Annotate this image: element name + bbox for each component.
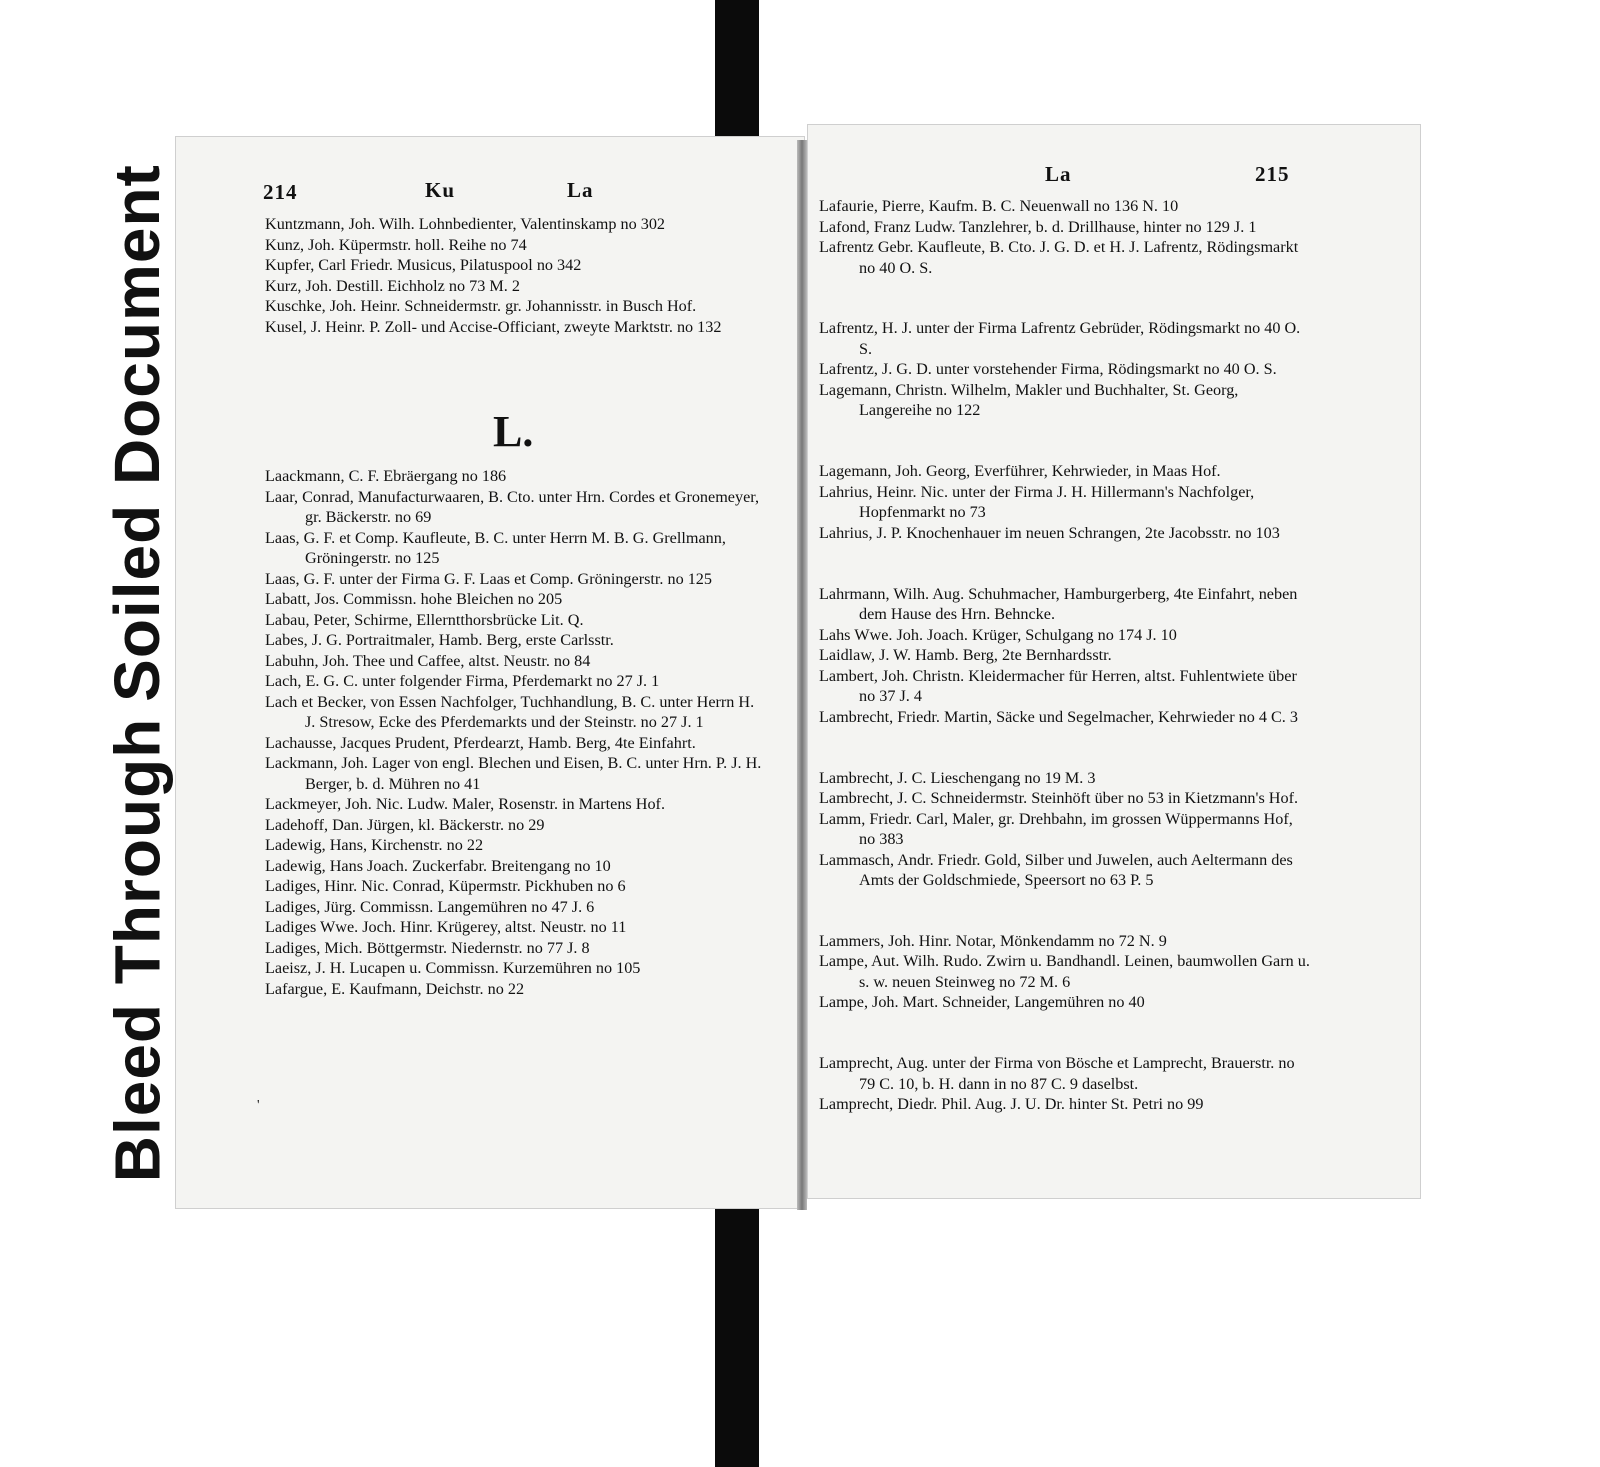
directory-entry: Laas, G. F. unter der Firma G. F. Laas et Comp. Gröningerstr. no 125 (265, 569, 712, 588)
directory-entry: Lach et Becker, von Essen Nachfolger, Tuchhandlung, B. C. unter Herrn H. J. Stresow, Ecke des Pferdemarkts und der Steinstr. no 27 J. 1 (265, 692, 755, 731)
directory-entry: Lampe, Aut. Wilh. Rudo. Zwirn u. Bandhandl. Leinen, baumwollen Garn u. s. w. neuen Steinweg no 72 M. 6 (819, 952, 1310, 991)
right-page-number: 215 (1255, 162, 1290, 186)
directory-entry: Laidlaw, J. W. Hamb. Berg, 2te Bernhardsstr. (819, 646, 1112, 665)
directory-entry: Ladewig, Hans, Kirchenstr. no 22 (265, 836, 484, 854)
directory-entry: Ladehoff, Dan. Jürgen, kl. Bäckerstr. no 29 (265, 815, 545, 834)
bleed-through-label: Bleed Through (101, 717, 173, 1183)
directory-entry: Laar, Conrad, Manufacturwaaren, B. Cto. unter Hrn. Cordes et Gronemeyer, gr. Bäckerstr. no 69 (265, 487, 760, 526)
entry-gap (819, 743, 1311, 751)
entry-gap (819, 294, 1311, 302)
directory-entry: Lackmann, Joh. Lager von engl. Blechen und Eisen, B. C. unter Hrn. P. J. H. Berger, b. d. Mühren no 41 (265, 754, 762, 793)
entry-gap (819, 907, 1311, 915)
right-entries (819, 196, 1311, 1115)
directory-entry: Laackmann, C. F. Ebräergang no 186 (265, 467, 507, 485)
directory-entry: Lammasch, Andr. Friedr. Gold, Silber und Juwelen, auch Aeltermann des Amts der Goldschmiede, Speersort no 63 P. 5 (819, 850, 1293, 889)
directory-entry: Ladiges Wwe. Joch. Hinr. Krügerey, altst. Neustr. no 11 (265, 918, 627, 936)
directory-entry: Lamprecht, Aug. unter der Firma von Bösche et Lamprecht, Brauerstr. no 79 C. 10, b. H. dann in no 87 C. 9 daselbst. (819, 1054, 1295, 1093)
directory-entry: Labau, Peter, Schirme, Ellerntthorsbrücke Lit. Q. (265, 610, 584, 629)
page-gutter (797, 140, 807, 1210)
directory-entry: Lammers, Joh. Hinr. Notar, Mönkendamm no 72 N. 9 (819, 931, 1167, 950)
directory-entry: Laeisz, J. H. Lucapen u. Commissn. Kurzemühren no 105 (265, 959, 641, 977)
right-page (807, 124, 1421, 1199)
directory-entry: Labatt, Jos. Commissn. hohe Bleichen no 205 (265, 590, 563, 608)
left-head-ku: Ku (425, 178, 456, 202)
directory-entry: Lafond, Franz Ludw. Tanzlehrer, b. d. Drillhause, hinter no 129 J. 1 (819, 217, 1257, 236)
left-page (175, 136, 805, 1209)
spine-band-bottom (715, 1198, 759, 1467)
directory-entry: Lagemann, Christn. Wilhelm, Makler und Buchhalter, St. Georg, Langereihe no 122 (819, 380, 1239, 420)
entry-gap (819, 1029, 1311, 1037)
directory-entry: Kurz, Joh. Destill. Eichholz no 73 M. 2 (265, 276, 520, 295)
directory-entry: Ladiges, Hinr. Nic. Conrad, Küpermstr. Pickhuben no 6 (265, 877, 626, 895)
directory-entry: Lamprecht, Diedr. Phil. Aug. J. U. Dr. hinter St. Petri no 99 (819, 1095, 1204, 1114)
directory-entry: Ladewig, Hans Joach. Zuckerfabr. Breitengang no 10 (265, 856, 611, 875)
ink-mark: ' (257, 1098, 260, 1113)
directory-entry: Kuntzmann, Joh. Wilh. Lohnbedienter, Valentinskamp no 302 (265, 215, 666, 233)
left-page-number: 214 (263, 180, 298, 204)
left-entries-top (265, 214, 765, 337)
directory-entry: Lampe, Joh. Mart. Schneider, Langemühren no 40 (819, 993, 1145, 1012)
directory-entry: Lafaurie, Pierre, Kaufm. B. C. Neuenwall no 136 N. 10 (819, 197, 1179, 215)
directory-entry: Kunz, Joh. Küpermstr. holl. Reihe no 74 (265, 235, 527, 254)
directory-entry: Lambrecht, Friedr. Martin, Säcke und Segelmacher, Kehrwieder no 4 C. 3 (819, 707, 1298, 726)
directory-entry: Kupfer, Carl Friedr. Musicus, Pilatuspool no 342 (265, 256, 582, 274)
soiled-document-label: Soiled Document (101, 163, 173, 702)
directory-entry: Lach, E. G. C. unter folgender Firma, Pferdemarkt no 27 J. 1 (265, 672, 660, 690)
directory-entry: Kusel, J. Heinr. P. Zoll- und Accise-Officiant, zweyte Marktstr. no 132 (265, 317, 722, 336)
directory-entry: Lahrius, Heinr. Nic. unter der Firma J. H. Hillermann's Nachfolger, Hopfenmarkt no 73 (819, 482, 1255, 522)
directory-entry: Lamm, Friedr. Carl, Maler, gr. Drehbahn, im grossen Wüppermanns Hof, no 383 (819, 809, 1293, 848)
directory-entry: Lambrecht, J. C. Lieschengang no 19 M. 3 (819, 768, 1096, 787)
right-head-la: La (1045, 162, 1072, 186)
left-head-la: La (567, 178, 594, 202)
directory-entry: Lafrentz, H. J. unter der Firma Lafrentz Gebrüder, Rödingsmarkt no 40 O. S. (819, 319, 1301, 358)
section-letter: L. (493, 407, 534, 456)
directory-entry: Ladiges, Jürg. Commissn. Langemühren no 47 J. 6 (265, 897, 595, 916)
directory-entry: Lagemann, Joh. Georg, Everführer, Kehrwieder, in Maas Hof. (819, 462, 1221, 481)
left-entries-main (265, 466, 765, 999)
spine-band-top (715, 0, 759, 140)
directory-entry: Lafrentz Gebr. Kaufleute, B. Cto. J. G. D. et H. J. Lafrentz, Rödingsmarkt no 40 O. S. (819, 238, 1299, 277)
entry-gap (819, 437, 1311, 445)
directory-entry: Lahrius, J. P. Knochenhauer im neuen Schrangen, 2te Jacobsstr. no 103 (819, 523, 1280, 542)
directory-entry: Ladiges, Mich. Böttgermstr. Niedernstr. no 77 J. 8 (265, 938, 590, 957)
directory-entry: Lackmeyer, Joh. Nic. Ludw. Maler, Rosenstr. in Martens Hof. (265, 795, 665, 813)
directory-entry: Laas, G. F. et Comp. Kaufleute, B. C. unter Herrn M. B. G. Grellmann, Gröningerstr. no 125 (265, 528, 726, 567)
directory-entry: Lachausse, Jacques Prudent, Pferdearzt, Hamb. Berg, 4te Einfahrt. (265, 733, 696, 752)
directory-entry: Lahs Wwe. Joh. Joach. Krüger, Schulgang no 174 J. 10 (819, 625, 1177, 644)
directory-entry: Lambert, Joh. Christn. Kleidermacher für Herren, altst. Fuhlentwiete über no 37 J. 4 (819, 666, 1297, 706)
directory-entry: Kuschke, Joh. Heinr. Schneidermstr. gr. Johannisstr. in Busch Hof. (265, 297, 697, 315)
directory-entry: Labuhn, Joh. Thee und Caffee, altst. Neustr. no 84 (265, 651, 591, 670)
entry-gap (819, 559, 1311, 567)
directory-entry: Lafrentz, J. G. D. unter vorstehender Firma, Rödingsmarkt no 40 O. S. (819, 360, 1277, 379)
directory-entry: Lahrmann, Wilh. Aug. Schuhmacher, Hamburgerberg, 4te Einfahrt, neben dem Hause des Hrn. Behncke. (819, 584, 1298, 624)
directory-entry: Lambrecht, J. C. Schneidermstr. Steinhöft über no 53 in Kietzmann's Hof. (819, 789, 1299, 807)
directory-entry: Lafargue, E. Kaufmann, Deichstr. no 22 (265, 979, 525, 998)
directory-entry: Labes, J. G. Portraitmaler, Hamb. Berg, erste Carlsstr. (265, 631, 614, 649)
